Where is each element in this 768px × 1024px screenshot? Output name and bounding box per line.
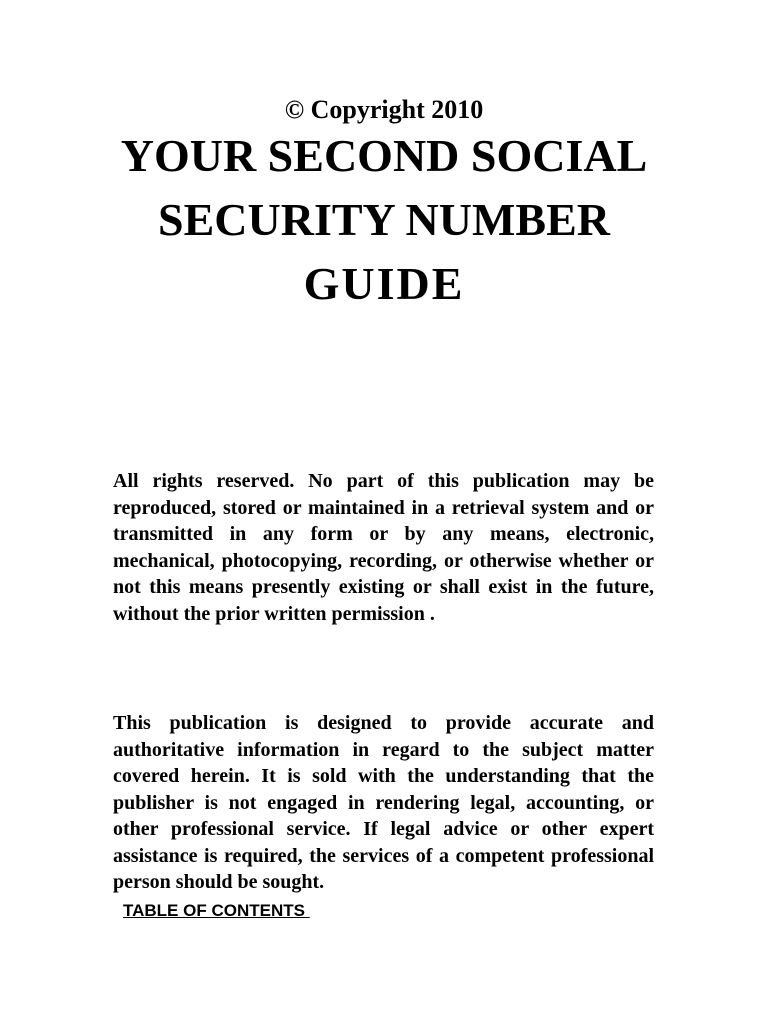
copyright-notice: © Copyright 2010 bbox=[284, 95, 484, 124]
table-of-contents-heading: TABLE OF CONTENTS bbox=[123, 901, 310, 920]
rights-reserved-paragraph: All rights reserved. No part of this publication may be reproduced, stored or maintained in a retrieval system and or transmitted in any form or by any means, electronic, mechanical, photocopying, recording, or otherwise whether or not this means presently existing or shall exist in the future, without the prior written permission . bbox=[113, 470, 654, 625]
title-line: SECURITY NUMBER bbox=[158, 194, 610, 245]
title-line: GUIDE bbox=[303, 258, 465, 309]
disclaimer-paragraph: This publication is designed to provide accurate and authoritative information in regard to the subject matter covered herein. It is sold with the understanding that the publisher is not engaged in rendering legal, accounting, or other professional service. If legal advice or other expert assistance is required, the services of a competent professional person should be sought. bbox=[113, 712, 654, 893]
title-line: YOUR SECOND SOCIAL bbox=[120, 130, 648, 181]
document-title bbox=[0, 124, 768, 316]
